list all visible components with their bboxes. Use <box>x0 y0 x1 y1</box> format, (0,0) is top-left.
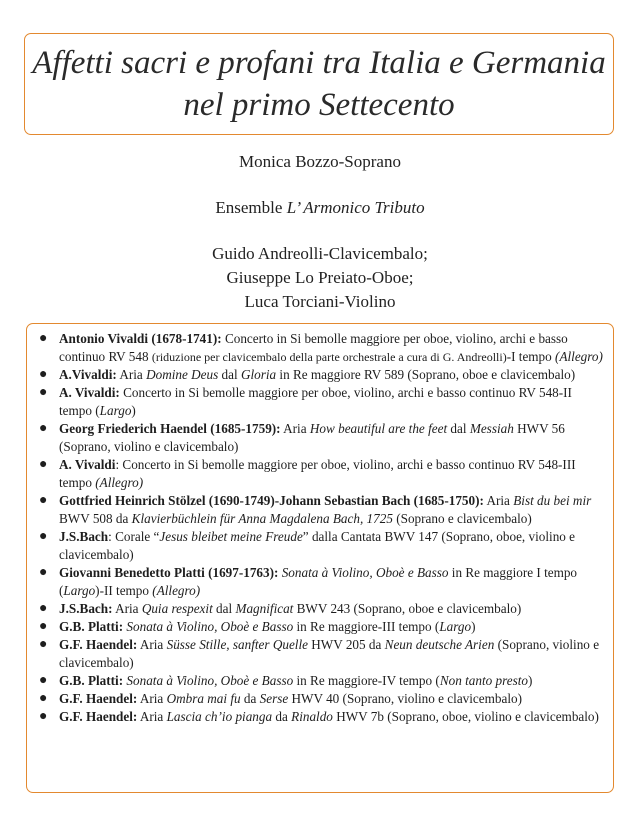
program-text-segment: (Allegro) <box>152 583 201 598</box>
program-list <box>37 330 603 726</box>
program-text-segment: Messiah <box>469 421 514 436</box>
program-text-segment: Quia respexit <box>141 601 213 616</box>
program-text-segment: HWV 7b (Soprano, oboe, violino e clavicembalo) <box>332 709 599 724</box>
program-text-segment: Largo <box>63 583 96 598</box>
program-item <box>37 690 603 708</box>
program-text-segment: in Re maggiore-IV tempo ( <box>293 673 440 688</box>
program-text-segment: Domine Deus <box>146 367 219 382</box>
program-text-segment: ) <box>527 673 533 688</box>
program-text-segment: (Allegro) <box>555 349 603 364</box>
program-text-segment: Antonio Vivaldi (1678-1741): <box>59 331 222 346</box>
program-text-segment: ) <box>131 403 136 418</box>
program-text-segment: G.F. Haendel: <box>59 691 138 706</box>
program-text-segment: G.F. Haendel: <box>59 709 138 724</box>
program-text-segment: Non tanto presto <box>439 673 528 688</box>
program-text-segment: dal <box>218 367 241 382</box>
program-text-segment: Largo <box>99 403 132 418</box>
program-text-segment: Klavierbüchlein für Anna Magdalena Bach, 1725 <box>131 511 393 526</box>
program-text-segment: Aria <box>280 421 310 436</box>
program-text-segment: (Allegro) <box>95 475 144 490</box>
harpsichord-credit: Guido Andreolli-Clavicembalo; <box>212 244 428 263</box>
violin-credit: Luca Torciani-Violino <box>244 292 396 311</box>
soprano-credit: Monica Bozzo-Soprano <box>239 152 401 171</box>
program-item <box>37 456 603 492</box>
program-item <box>37 564 603 600</box>
program-text-segment: Aria <box>137 691 167 706</box>
program-item <box>37 528 603 564</box>
program-text-segment: Bist du bei mir <box>513 493 592 508</box>
program-text-segment: A.Vivaldi: <box>59 367 117 382</box>
program-text-segment: : Concerto in Si bemolle maggiore per oboe, violino, archi e basso continuo RV 548-III tempo <box>59 457 576 490</box>
program-text-segment: dal <box>447 421 470 436</box>
program-text-segment: Gottfried Heinrich Stölzel (1690-1749)-Johann Sebastian Bach (1685-1750): <box>59 493 484 508</box>
bullet-icon: ● <box>39 619 48 634</box>
ensemble-prefix: Ensemble <box>215 198 287 217</box>
program-text-segment: : Corale “ <box>108 529 160 544</box>
program-text-segment: da <box>272 709 292 724</box>
program-text-segment: Aria <box>116 367 147 382</box>
bullet-icon: ● <box>39 529 48 544</box>
bullet-icon: ● <box>39 385 48 400</box>
program-text-segment: in Re maggiore RV 589 (Soprano, oboe e clavicembalo) <box>276 367 576 382</box>
program-text-segment: Aria <box>137 637 167 652</box>
performers <box>0 150 640 314</box>
program-text-segment: in Re maggiore-III tempo ( <box>293 619 440 634</box>
program-item <box>37 636 603 672</box>
program-text-segment: G.B. Platti: <box>59 673 124 688</box>
bullet-icon: ● <box>39 457 48 472</box>
program-text-segment: (Soprano, violino e clavicembalo) <box>59 637 600 670</box>
program-text-segment: Magnificat <box>235 601 294 616</box>
bullet-icon: ● <box>39 421 48 436</box>
program-text-segment: J.S.Bach: <box>59 601 113 616</box>
bullet-icon: ● <box>39 331 48 346</box>
program-text-segment: Serse <box>259 691 289 706</box>
bullet-icon: ● <box>39 673 48 688</box>
title-line-2: nel primo Settecento <box>183 87 455 123</box>
program-text-segment: A. Vivaldi <box>59 457 116 472</box>
program-text-segment: Georg Friederich Haendel (1685-1759): <box>59 421 281 436</box>
program-text-segment: HWV 205 da <box>307 637 385 652</box>
program-text-segment: in Re maggiore I tempo ( <box>59 565 578 598</box>
program-text-segment: Ombra mai fu <box>166 691 241 706</box>
program-text-segment: Rinaldo <box>291 709 333 724</box>
program-text-segment: Aria <box>112 601 142 616</box>
bullet-icon: ● <box>39 637 48 652</box>
program-text-segment: da <box>240 691 260 706</box>
program-text-segment: Aria <box>137 709 167 724</box>
program-text-segment: Gloria <box>240 367 277 382</box>
title-line-1: Affetti sacri e profani tra Italia e Germania <box>32 45 606 81</box>
program-item <box>37 384 603 420</box>
program-text-segment: G.F. Haendel: <box>59 637 138 652</box>
program-item <box>37 672 603 690</box>
bullet-icon: ● <box>39 601 48 616</box>
program-text-segment: (Soprano e clavicembalo) <box>392 511 532 526</box>
program-text-segment: )-II tempo <box>95 583 153 598</box>
ensemble-credit <box>0 196 640 220</box>
program-text-segment: (riduzione per clavicembalo della parte orchestrale a cura di G. Andreolli) <box>151 350 507 364</box>
program-text-segment: Süsse Stille, sanfter Quelle <box>166 637 308 652</box>
program-item <box>37 330 603 366</box>
program-text-segment: Jesus bleibet meine Freude <box>159 529 303 544</box>
program-text-segment: ” dalla Cantata BWV 147 (Soprano, oboe, violino e clavicembalo) <box>59 529 576 562</box>
program-text-segment: HWV 56 (Soprano, violino e clavicembalo) <box>59 421 565 454</box>
program-item <box>37 708 603 726</box>
program-text-segment: dal <box>212 601 236 616</box>
program-text-segment: Concerto in Si bemolle maggiore per oboe, violino, archi e basso continuo RV 548-II tempo ( <box>59 385 572 418</box>
program-text-segment: Neun deutsche Arien <box>384 637 495 652</box>
program-box <box>26 323 614 793</box>
program-text-segment: Lascia ch’io pianga <box>166 709 273 724</box>
program-text-segment: Giovanni Benedetto Platti (1697-1763): <box>59 565 279 580</box>
bullet-icon: ● <box>39 367 48 382</box>
program-item <box>37 618 603 636</box>
program-item <box>37 420 603 456</box>
program-text-segment: -I tempo <box>506 349 556 364</box>
oboe-credit: Giuseppe Lo Preiato-Oboe; <box>226 268 414 287</box>
program-item <box>37 492 603 528</box>
program-item <box>37 366 603 384</box>
title-box <box>24 33 614 135</box>
program-text-segment: J.S.Bach <box>59 529 109 544</box>
program-item <box>37 600 603 618</box>
program-text-segment: HWV 40 (Soprano, violino e clavicembalo) <box>288 691 522 706</box>
program-text-segment: Sonata à Violino, Oboè e Basso <box>126 619 294 634</box>
program-text-segment: BWV 243 (Soprano, oboe e clavicembalo) <box>293 601 522 616</box>
bullet-icon: ● <box>39 691 48 706</box>
program-text-segment: Sonata à Violino, Oboè e Basso <box>126 673 294 688</box>
program-text-segment: G.B. Platti: <box>59 619 124 634</box>
program-text-segment: ) <box>471 619 476 634</box>
bullet-icon: ● <box>39 493 48 508</box>
program-text-segment: How beautiful are the feet <box>309 421 448 436</box>
bullet-icon: ● <box>39 709 48 724</box>
program-text-segment: Largo <box>439 619 472 634</box>
bullet-icon: ● <box>39 565 48 580</box>
program-text-segment: BWV 508 da <box>59 511 132 526</box>
program-text-segment: Concerto in Si bemolle maggiore per oboe, violino, archi e basso continuo RV 548 <box>59 331 568 364</box>
program-text-segment: Sonata à Violino, Oboè e Basso <box>281 565 449 580</box>
program-text-segment: Aria <box>483 493 514 508</box>
ensemble-name: L’ Armonico Tributo <box>286 198 425 217</box>
program-text-segment: A. Vivaldi: <box>59 385 120 400</box>
